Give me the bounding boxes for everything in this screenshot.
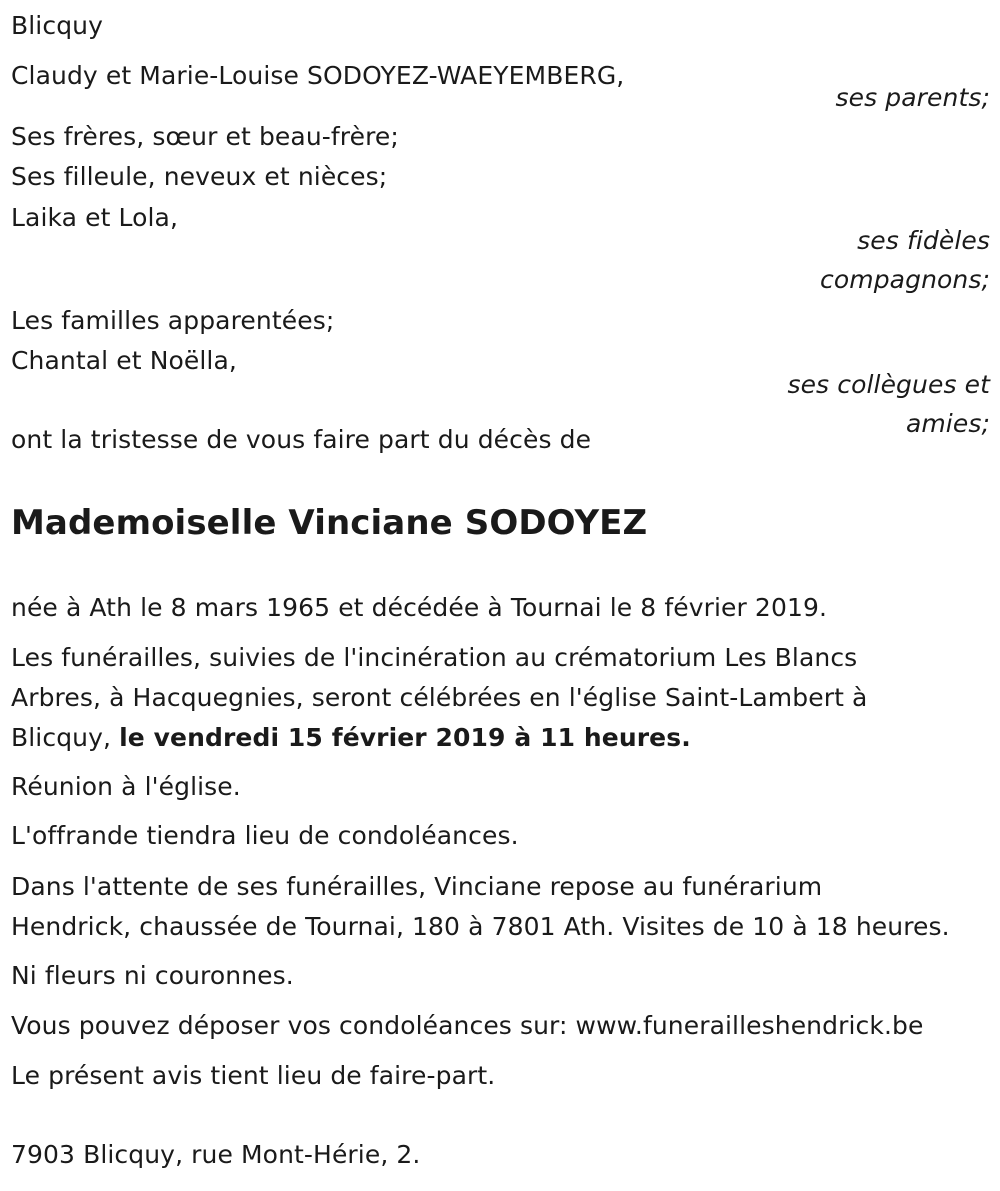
families-line: Les familles apparentées; bbox=[11, 306, 335, 335]
funeral-line-3-prefix: Blicquy, bbox=[11, 723, 120, 752]
pets-line: Laika et Lola, bbox=[11, 203, 179, 232]
rest-line-2: Hendrick, chaussée de Tournai, 180 à 7801 Ath. Visites de 10 à 18 heures. bbox=[11, 912, 950, 941]
announcement-line: ont la tristesse de vous faire part du décès de bbox=[11, 425, 592, 454]
address-line: 7903 Blicquy, rue Mont-Hérie, 2. bbox=[11, 1140, 421, 1169]
offering-line: L'offrande tiendra lieu de condoléances. bbox=[11, 821, 519, 850]
meeting-line: Réunion à l'église. bbox=[11, 772, 241, 801]
condolences-line: Vous pouvez déposer vos condoléances sur: www.funerailleshendrick.be bbox=[11, 1011, 924, 1040]
funeral-line-1: Les funérailles, suivies de l'incinération au crématorium Les Blancs bbox=[11, 643, 858, 672]
colleagues-line: Chantal et Noëlla, bbox=[11, 346, 237, 375]
pets-role-line-1: ses fidèles bbox=[857, 226, 990, 255]
birth-death-line: née à Ath le 8 mars 1965 et décédée à Tournai le 8 février 2019. bbox=[11, 593, 828, 622]
village-name: Blicquy bbox=[11, 11, 103, 40]
flowers-line: Ni fleurs ni couronnes. bbox=[11, 961, 294, 990]
siblings-line: Ses frères, sœur et beau-frère; bbox=[11, 122, 399, 151]
parents-role: ses parents; bbox=[835, 83, 990, 112]
notice-line: Le présent avis tient lieu de faire-part. bbox=[11, 1061, 496, 1090]
parents-line: Claudy et Marie-Louise SODOYEZ-WAEYEMBERG, bbox=[11, 61, 625, 90]
colleagues-role-line-2: amies; bbox=[905, 409, 990, 438]
deceased-name: Mademoiselle Vinciane SODOYEZ bbox=[11, 503, 648, 543]
pets-role-line-2: compagnons; bbox=[820, 265, 990, 294]
colleagues-role-line-1: ses collègues et bbox=[787, 370, 990, 399]
rest-line-1: Dans l'attente de ses funérailles, Vinciane repose au funérarium bbox=[11, 872, 823, 901]
funeral-date-time: le vendredi 15 février 2019 à 11 heures. bbox=[119, 723, 691, 752]
godchildren-line: Ses filleule, neveux et nièces; bbox=[11, 162, 388, 191]
funeral-line-3 bbox=[11, 718, 691, 758]
funeral-line-2: Arbres, à Hacquegnies, seront célébrées en l'église Saint-Lambert à bbox=[11, 683, 868, 712]
